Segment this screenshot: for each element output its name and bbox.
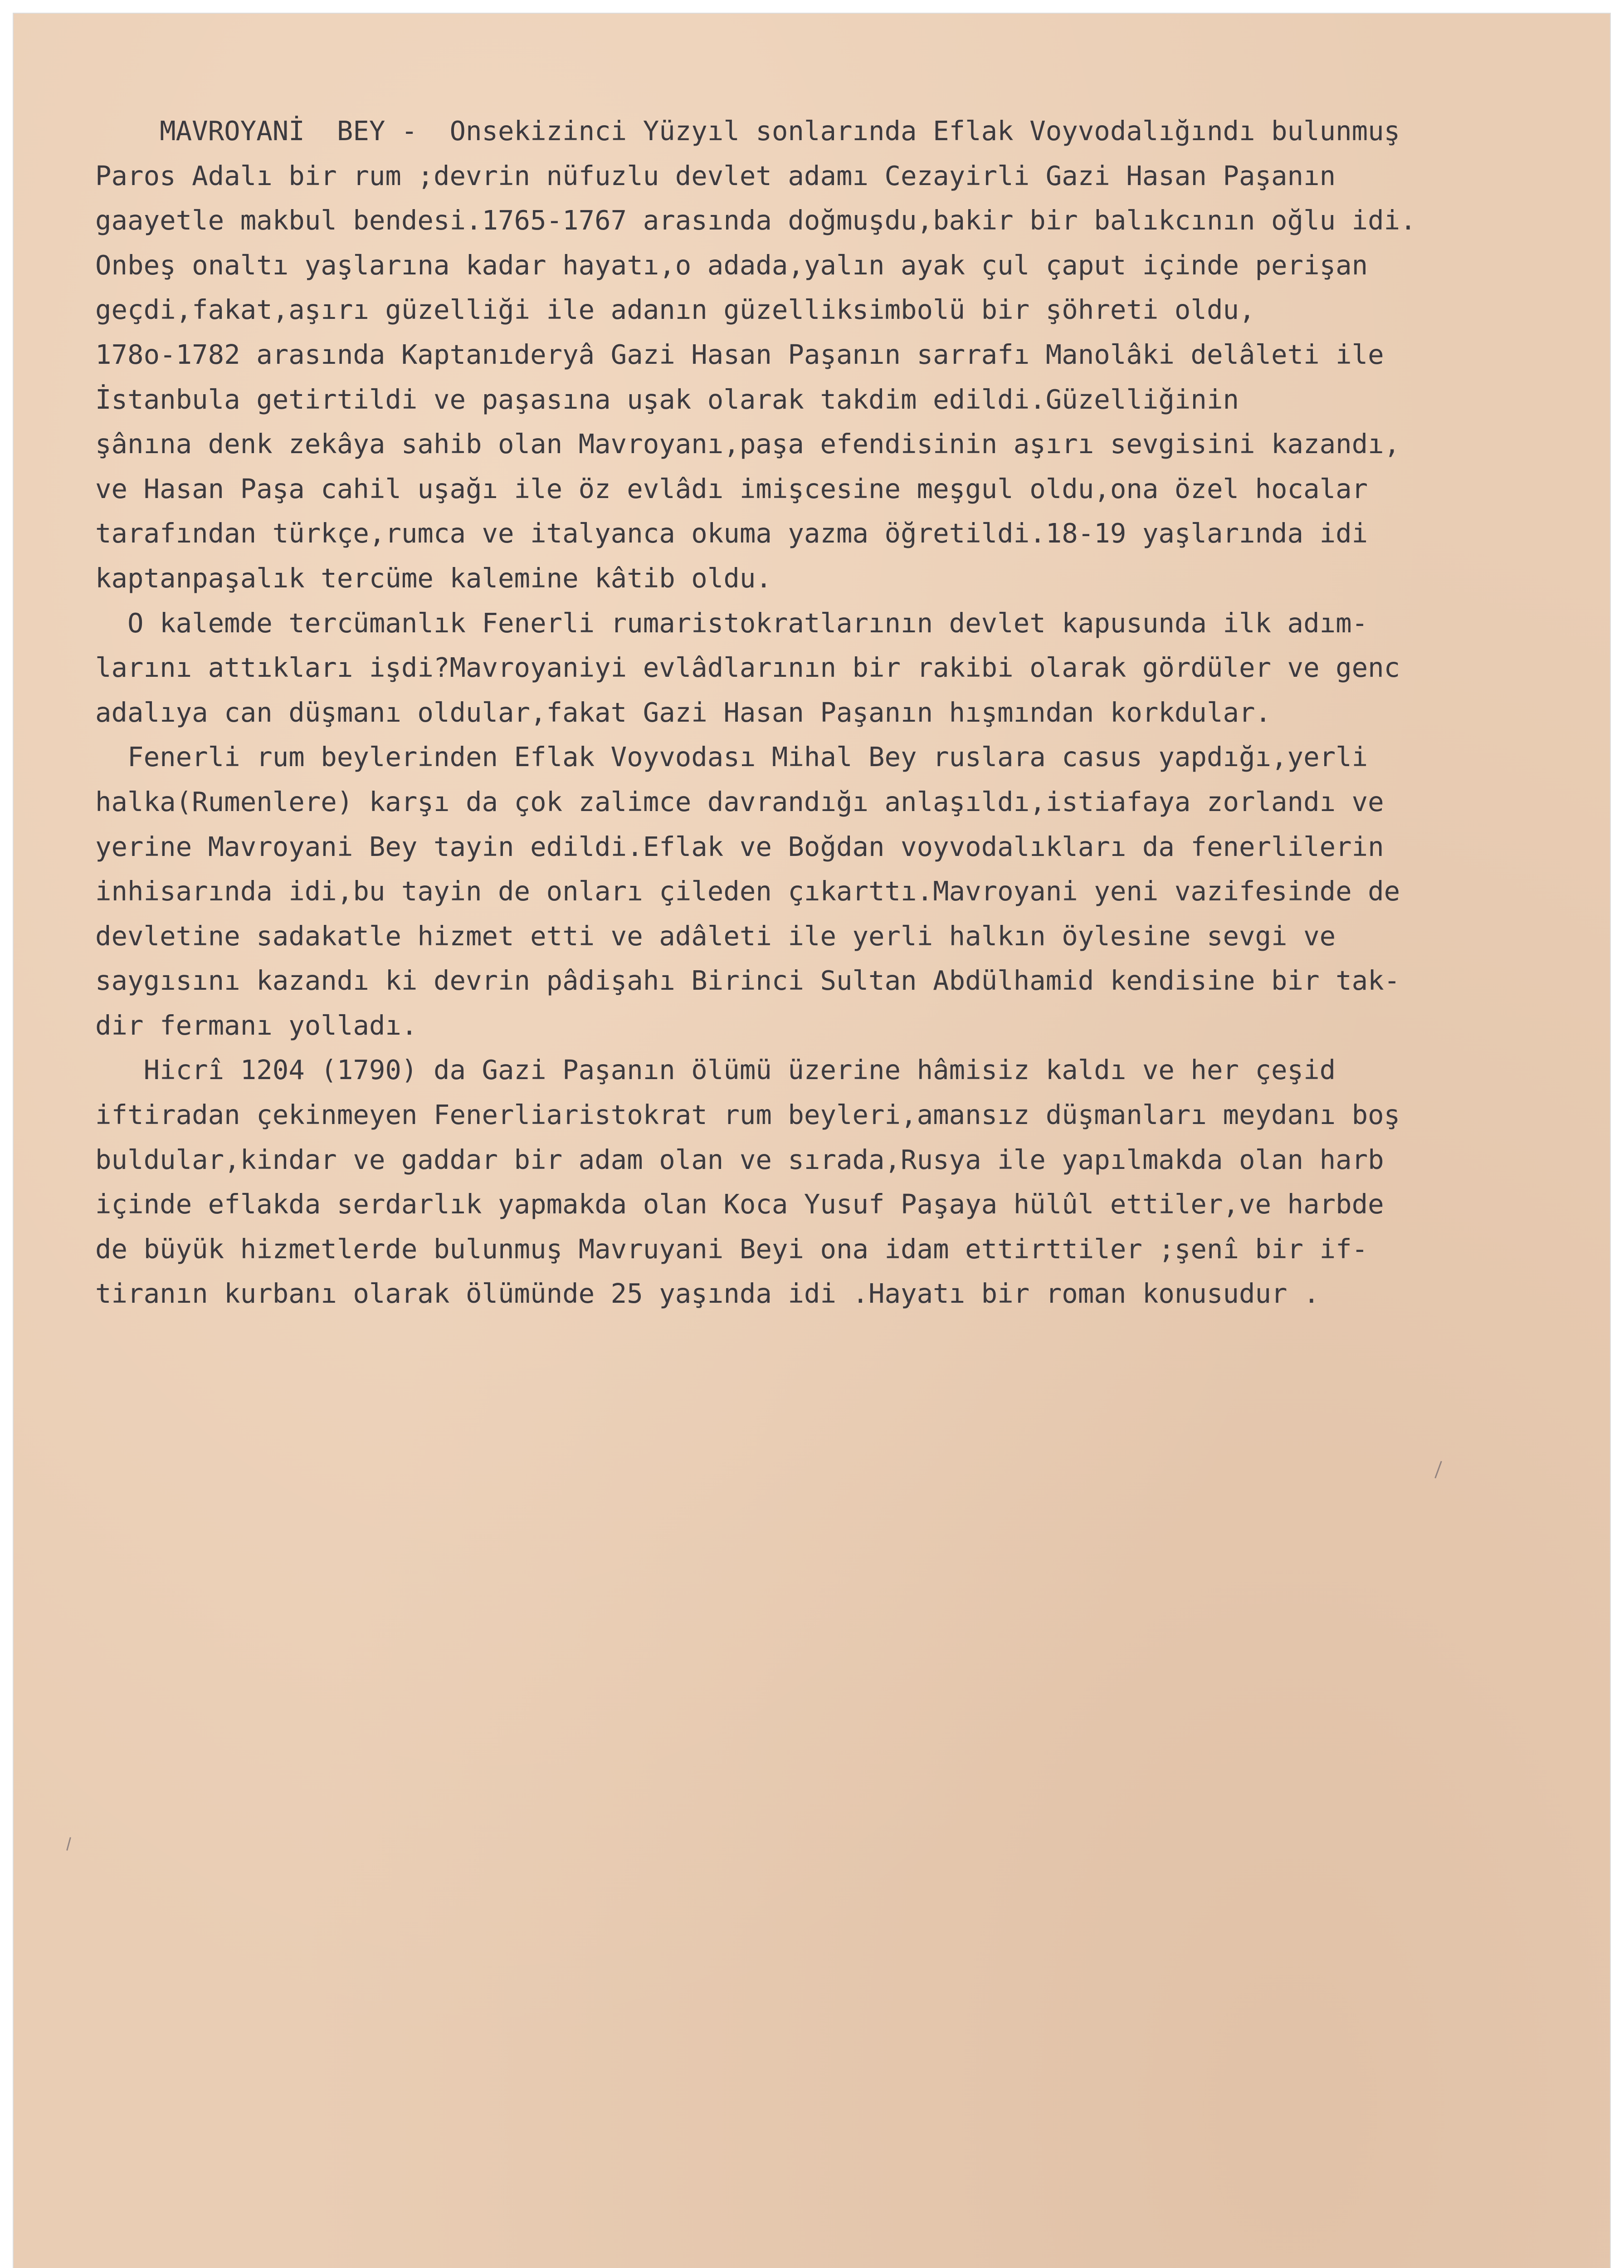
text-line: gaayetle makbul bendesi.1765-1767 arasında doğmuşdu,bakir bir balıkcının oğlu idi. (95, 205, 1416, 236)
text-line: dir fermanı yolladı. (95, 1009, 418, 1041)
text-line: geçdi,fakat,aşırı güzelliği ile adanın güzelliksimbolü bir şöhreti oldu, (95, 294, 1255, 326)
text-line: Onbeş onaltı yaşlarına kadar hayatı,o adada,yalın ayak çul çaput içinde perişan (95, 249, 1368, 281)
text-line: MAVROYANİ BEY - Onsekizinci Yüzyıl sonlarında Eflak Voyvodalığındı bulunmuş (95, 115, 1400, 147)
text-line: kaptanpaşalık tercüme kalemine kâtib oldu. (95, 562, 772, 594)
text-line: yerine Mavroyani Bey tayin edildi.Eflak ve Boğdan voyvodalıkları da fenerlilerin (95, 831, 1384, 862)
text-line: 178o-1782 arasında Kaptanıderyâ Gazi Hasan Paşanın sarrafı Manolâki delâleti ile (95, 338, 1384, 370)
paper-sheet (14, 14, 1610, 2268)
text-line: adalıya can düşmanı oldular,fakat Gazi Hasan Paşanın hışmından korkdular. (95, 696, 1272, 728)
text-line: tarafından türkçe,rumca ve italyanca okuma yazma öğretildi.18-19 yaşlarında idi (95, 518, 1368, 549)
text-line: buldular,kindar ve gaddar bir adam olan ve sırada,Rusya ile yapılmakda olan harb (95, 1144, 1384, 1175)
text-line: İstanbula getirtildi ve paşasına uşak olarak takdim edildi.Güzelliğinin (95, 383, 1239, 415)
typewritten-text (95, 109, 1610, 1316)
text-line: Fenerli rum beylerinden Eflak Voyvodası Mihal Bey ruslara casus yapdığı,yerli (95, 741, 1368, 773)
text-line: şânına denk zekâya sahib olan Mavroyanı,paşa efendisinin aşırı sevgisini kazandı, (95, 428, 1400, 460)
text-line: de büyük hizmetlerde bulunmuş Mavruyani Beyi ona idam ettirttiler ;şenî bir if- (95, 1233, 1368, 1265)
pencil-mark (66, 1837, 71, 1851)
text-line: ve Hasan Paşa cahil uşağı ile öz evlâdı imişcesine meşgul oldu,ona özel hocalar (95, 473, 1368, 504)
text-line: Paros Adalı bir rum ;devrin nüfuzlu devlet adamı Cezayirli Gazi Hasan Paşanın (95, 160, 1336, 191)
text-line: içinde eflakda serdarlık yapmakda olan Koca Yusuf Paşaya hülûl ettiler,ve harbde (95, 1188, 1384, 1220)
text-line: tiranın kurbanı olarak ölümünde 25 yaşında idi .Hayatı bir roman konusudur . (95, 1278, 1320, 1310)
text-line: inhisarında idi,bu tayin de onları çileden çıkarttı.Mavroyani yeni vazifesinde de (95, 875, 1400, 907)
text-line: Hicrî 1204 (1790) da Gazi Paşanın ölümü üzerine hâmisiz kaldı ve her çeşid (95, 1054, 1336, 1086)
text-line: halka(Rumenlere) karşı da çok zalimce davrandığı anlaşıldı,istiafaya zorlandı ve (95, 786, 1384, 817)
text-line: larını attıkları işdi?Mavroyaniyi evlâdlarının bir rakibi olarak gördüler ve genc (95, 652, 1400, 684)
text-line: O kalemde tercümanlık Fenerli rumaristokratlarının devlet kapusunda ilk adım- (95, 607, 1368, 639)
pencil-mark (1434, 1461, 1442, 1479)
text-line: devletine sadakatle hizmet etti ve adâleti ile yerli halkın öylesine sevgi ve (95, 920, 1336, 952)
text-line: saygısını kazandı ki devrin pâdişahı Birinci Sultan Abdülhamid kendisine bir tak- (95, 965, 1400, 997)
text-line: iftiradan çekinmeyen Fenerliaristokrat rum beyleri,amansız düşmanları meydanı boş (95, 1099, 1400, 1131)
